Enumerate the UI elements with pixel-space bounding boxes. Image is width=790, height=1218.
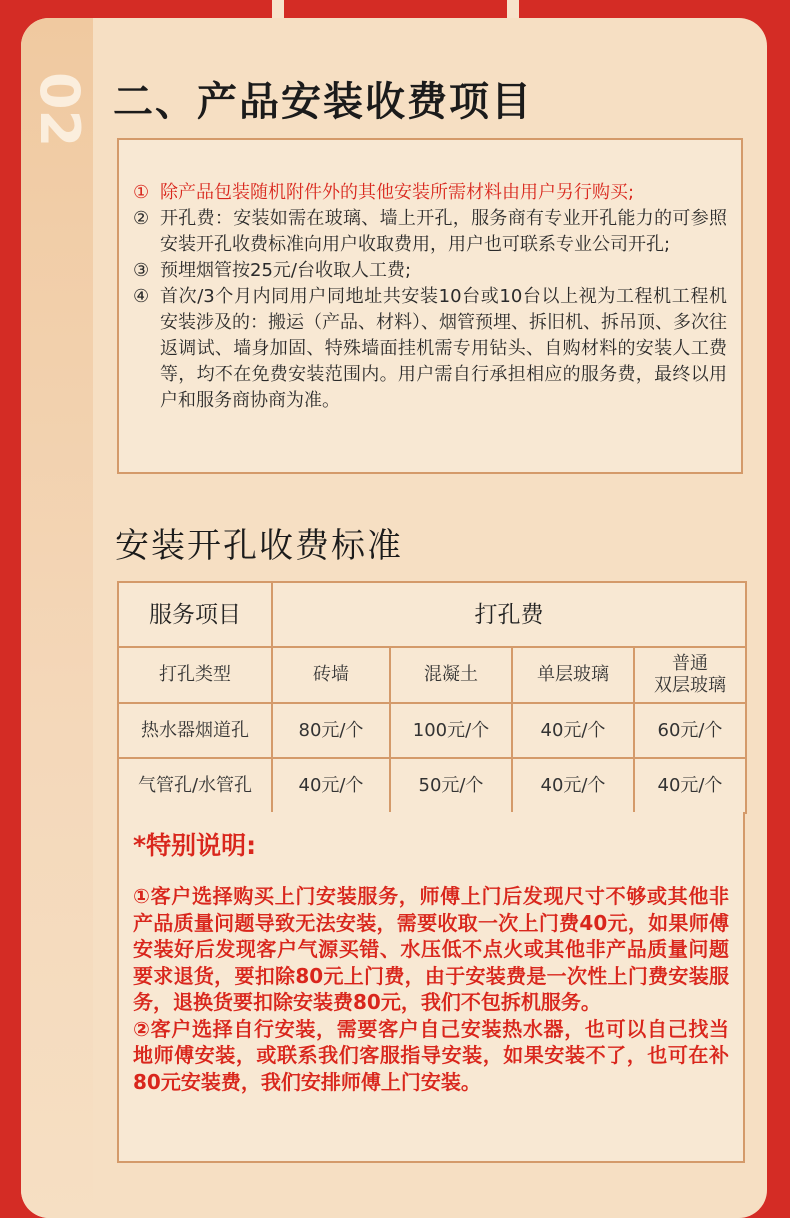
special-notice-paragraph: ①客户选择购买上门安装服务，师傅上门后发现尺寸不够或其他非产品质量问题导致无法安装，需要收取一次上门费40元，如果师傅安装好后发现客户气源买错、水压低不点火或其他非产品质量问题要求退货，要扣除80元上门费，由于安装费是一次性上门费安装服务，退换货要扣除安装费80元，我们不包拆机服务。	[133, 884, 729, 1014]
table-cell: 100元/个	[390, 703, 512, 758]
hanger-right	[507, 0, 519, 20]
note-item	[133, 180, 727, 206]
special-notice-box	[117, 812, 745, 1163]
column-header: 砖墙	[272, 647, 390, 703]
service-label-cell: 服务项目	[118, 582, 272, 647]
section-title: 二、产品安装收费项目	[113, 79, 533, 125]
note-item	[133, 258, 727, 284]
table-row	[118, 758, 746, 813]
install-notes-box	[117, 138, 743, 474]
note-text: 开孔费：安装如需在玻璃、墙上开孔，服务商有专业开孔能力的可参照安装开孔收费标准向用户收取费用，用户也可联系专业公司开孔;	[160, 208, 727, 255]
table-cell: 40元/个	[512, 703, 634, 758]
note-text: 首次/3个月内同用户同地址共安装10台或10台以上视为工程机工程机安装涉及的：搬运（产品、材料）、烟管预埋、拆旧机、拆吊顶、多次往返调试、墙身加固、特殊墙面挂机需专用钻头、自购材料的安装人工费等，均不在免费安装范围内。用户需自行承担相应的服务费，最终以用户和服务商协商为准。	[160, 286, 727, 411]
note-text: 除产品包装随机附件外的其他安装所需材料由用户另行购买;	[160, 182, 635, 203]
fee-label-cell: 打孔费	[272, 582, 746, 647]
table-cell: 80元/个	[272, 703, 390, 758]
table-cell: 60元/个	[634, 703, 746, 758]
note-number: ③	[133, 260, 150, 281]
section-number: 02	[28, 72, 91, 148]
fee-table-title: 安装开孔收费标准	[115, 526, 403, 566]
note-number: ④	[133, 286, 150, 307]
hanger-left	[272, 0, 284, 20]
special-notice-body	[133, 883, 729, 1095]
column-header-line: 普通	[672, 653, 708, 674]
column-header: 单层玻璃	[512, 647, 634, 703]
row-name: 热水器烟道孔	[118, 703, 272, 758]
note-item	[133, 206, 727, 258]
table-row	[118, 703, 746, 758]
table-column-row	[118, 647, 746, 703]
table-cell: 40元/个	[272, 758, 390, 813]
table-cell: 50元/个	[390, 758, 512, 813]
special-notice-paragraph: ②客户选择自行安装，需要客户自己安装热水器，也可以自己找当地师傅安装，或联系我们客服指导安装，如果安装不了，也可在补80元安装费，我们安排师傅上门安装。	[133, 1016, 729, 1094]
column-header-line: 双层玻璃	[654, 675, 726, 696]
fee-table	[117, 581, 747, 814]
note-number: ②	[133, 208, 150, 229]
special-notice-title: *特别说明:	[133, 831, 257, 860]
column-header: 混凝土	[390, 647, 512, 703]
content-card	[21, 18, 767, 1218]
note-number: ①	[133, 182, 150, 203]
row-name: 气管孔/水管孔	[118, 758, 272, 813]
column-header	[634, 647, 746, 703]
type-label-cell: 打孔类型	[118, 647, 272, 703]
note-item	[133, 284, 727, 414]
note-text: 预埋烟管按25元/台收取人工费;	[160, 260, 412, 281]
table-header-row	[118, 582, 746, 647]
side-strip	[21, 18, 93, 1218]
table-cell: 40元/个	[634, 758, 746, 813]
table-cell: 40元/个	[512, 758, 634, 813]
